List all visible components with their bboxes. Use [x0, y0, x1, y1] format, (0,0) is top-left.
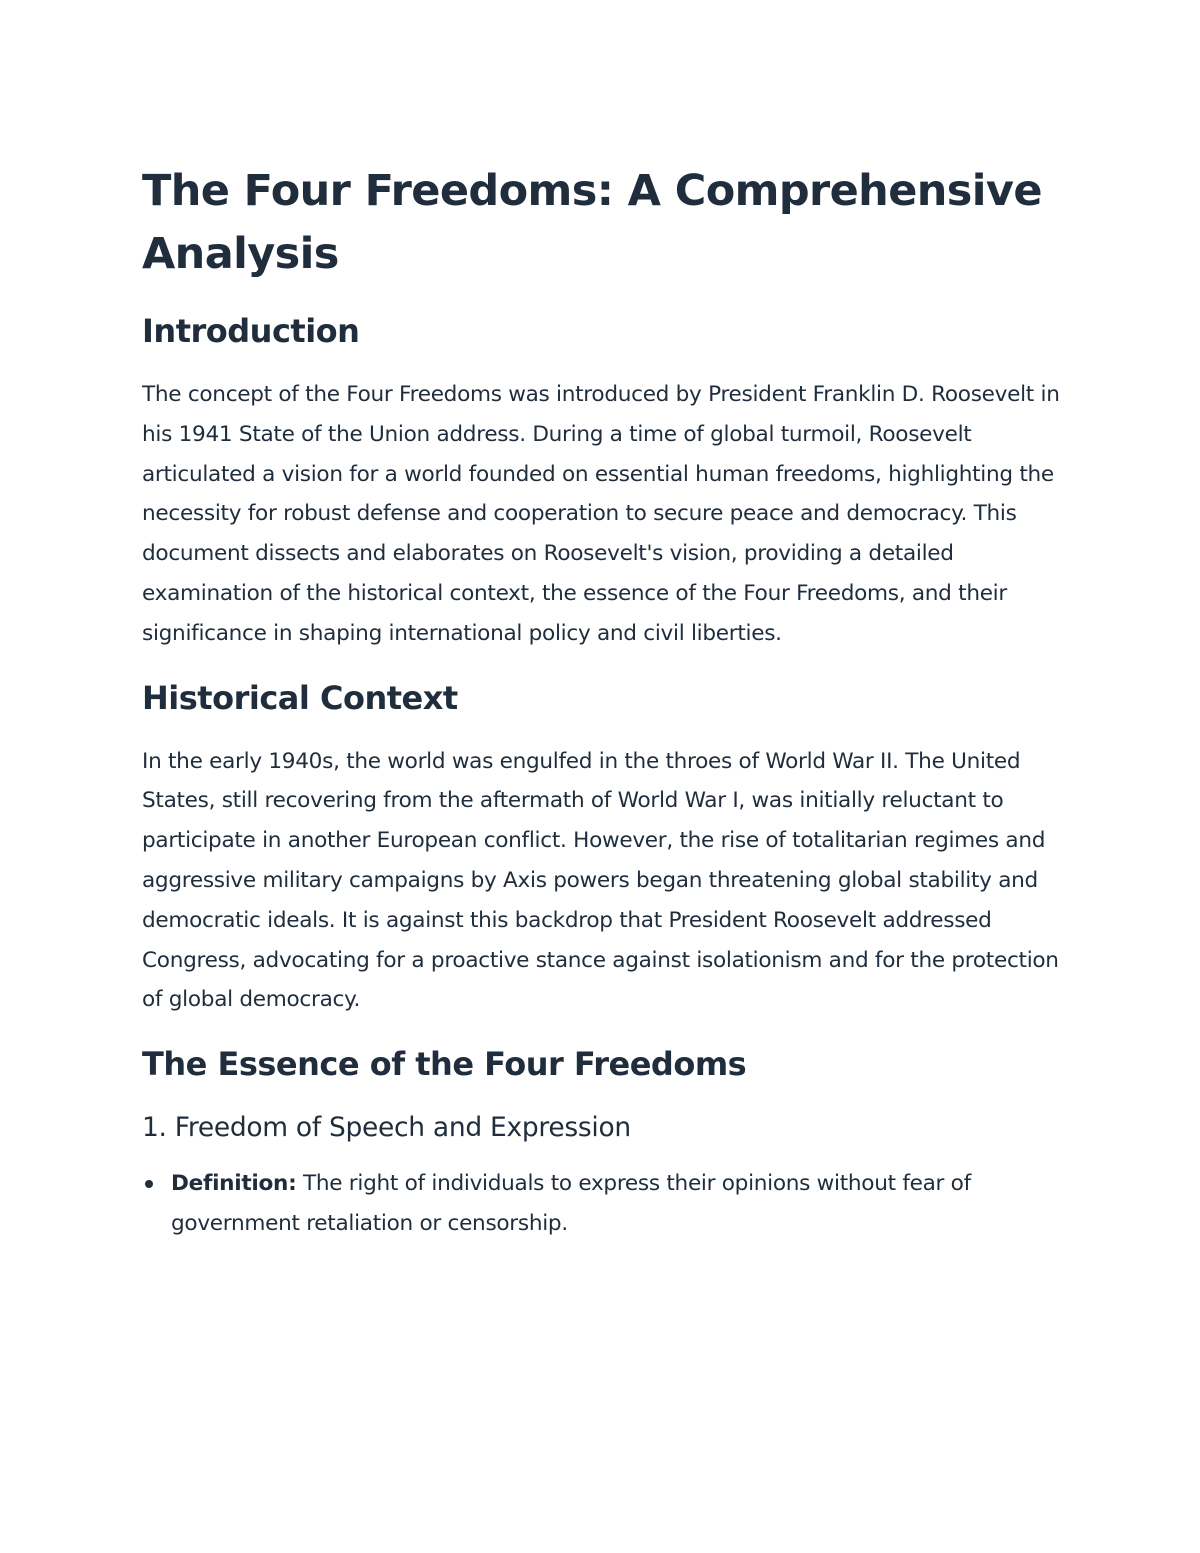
historical-context-paragraph: In the early 1940s, the world was engulfed in the throes of World War II. The United States, still recovering from the aftermath of World War I, was initially reluctant to participate in another European conflict. However, the rise of totalitarian regimes and aggressive military campaigns by Axis powers began threatening global stability and democratic ideals. It is against this backdrop that President Roosevelt addressed Congress, advocating for a proactive stance against isolationism and for the protection of global democracy. [142, 748, 1059, 1013]
freedom-of-speech-list [142, 1164, 1067, 1244]
list-item [142, 1164, 1067, 1244]
essence-heading: The Essence of the Four Freedoms [142, 1045, 747, 1084]
bullet-icon [145, 1180, 153, 1188]
document-title: The Four Freedoms: A Comprehensive Analysis [142, 166, 1042, 279]
introduction-paragraph: The concept of the Four Freedoms was introduced by President Franklin D. Roosevelt in his 1941 State of the Union address. During a time of global turmoil, Roosevelt articulated a vision for a world founded on essential human freedoms, highlighting the necessity for robust defense and cooperation to secure peace and democracy. This document dissects and elaborates on Roosevelt's vision, providing a detailed examination of the historical context, the essence of the Four Freedoms, and their significance in shaping international policy and civil liberties. [142, 382, 1060, 646]
introduction-heading: Introduction [142, 312, 360, 350]
document-page [142, 160, 1067, 1244]
definition-text: The right of individuals to express their opinions without fear of government retaliation or censorship. [171, 1171, 971, 1236]
freedom-of-speech-heading: 1. Freedom of Speech and Expression [142, 1112, 631, 1144]
historical-context-heading: Historical Context [142, 678, 458, 717]
definition-label: Definition: [171, 1171, 297, 1197]
